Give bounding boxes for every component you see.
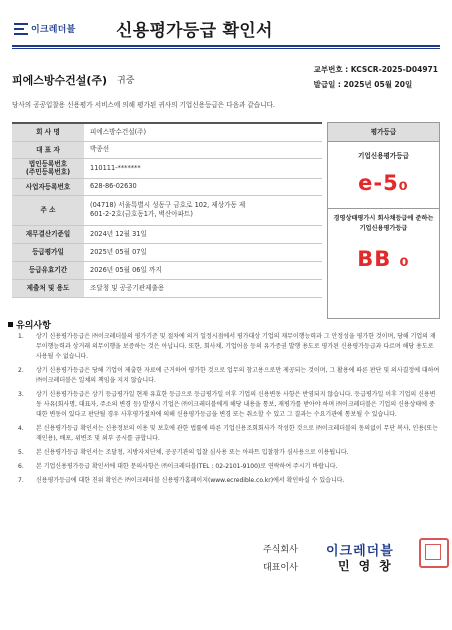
title-divider-thin bbox=[12, 48, 440, 49]
info-label: 법인등록번호 (주민등록번호) bbox=[12, 158, 84, 178]
issue-date: 발급일 : 2025년 05월 20일 bbox=[313, 80, 413, 89]
info-value: 110111-******* bbox=[84, 158, 322, 178]
info-label: 제출처 및 용도 bbox=[12, 279, 84, 297]
note-number: 6. bbox=[18, 463, 24, 470]
company-seal-icon bbox=[419, 538, 449, 568]
note-item bbox=[12, 366, 440, 386]
note-number: 7. bbox=[18, 477, 24, 484]
brand-logo-icon bbox=[14, 23, 28, 35]
note-number: 4. bbox=[18, 425, 24, 432]
issue-number: 교부번호 : KCSCR-2025-D04971 bbox=[313, 65, 438, 74]
info-label: 등급유효기간 bbox=[12, 261, 84, 279]
note-text: 상기 신용평가등급은 ㈜이크레더블의 평가기준 및 절차에 의거 일정시점에서 평가대상 기업의 재무이행능력과 그 안정성을 평가한 것이며, 당해 기업의 재무이행능력과 상거래 의무이행을 보증하는 것은 아닙니다. 또한, 회사채, 기업어음 등의 유가증권 발행 용도로 평가된 신용평가등급과 다르며 해당 용도로 사용될 수 없습니다. bbox=[36, 333, 436, 360]
info-row bbox=[12, 195, 322, 225]
info-value: 628-86-02630 bbox=[84, 178, 322, 195]
info-label: 회 사 명 bbox=[12, 123, 84, 141]
recipient-company: 피에스방수건설(주) bbox=[12, 74, 108, 87]
info-label: 주 소 bbox=[12, 195, 84, 225]
info-row bbox=[12, 279, 322, 297]
info-row bbox=[12, 225, 322, 243]
note-item bbox=[12, 476, 440, 486]
info-row bbox=[12, 158, 322, 178]
info-value: 2024년 12월 31일 bbox=[84, 225, 322, 243]
note-text: 상기 신용평가등급은 당해 기업이 제출한 자료에 근거하여 평가한 것으로 업무의 참고용으로만 제공되는 것이며, 그 활용에 따른 판단 및 의사결정에 대하여 ㈜이크레더블은 일체의 책임을 지지 않습니다. bbox=[36, 367, 440, 384]
note-number: 5. bbox=[18, 449, 24, 456]
credit-grade-value: e-5₀ bbox=[358, 171, 409, 195]
document-title: 신용평가등급 확인서 bbox=[116, 21, 273, 41]
notes-heading-text: 유의사항 bbox=[16, 321, 51, 331]
signature-ceo-name: 민영창 bbox=[338, 559, 400, 573]
note-item bbox=[12, 448, 440, 458]
brand-name: 이크레더블 bbox=[31, 25, 76, 35]
signature-company: 이크레더블 bbox=[326, 544, 394, 559]
company-info-table bbox=[12, 122, 322, 298]
square-bullet-icon bbox=[8, 322, 13, 327]
brand-logo bbox=[14, 22, 75, 35]
grade-panel-divider bbox=[328, 208, 439, 209]
note-text: 본 신용평가등급 확인서는 조달청, 지방자치단체, 공공기관의 입찰 심사용 또는 아파트 입찰참가 심사용으로 이용됩니다. bbox=[36, 449, 349, 456]
recipient-honorific: 귀중 bbox=[117, 76, 135, 86]
signature-role-company: 주식회사 bbox=[263, 545, 298, 555]
title-divider bbox=[12, 45, 440, 47]
grade-panel-header: 평가등급 bbox=[328, 123, 439, 142]
info-value: 2025년 05월 07일 bbox=[84, 243, 322, 261]
info-value: 피에스방수건설(주) bbox=[84, 123, 322, 141]
cashflow-grade-value: BB ₀ bbox=[357, 247, 410, 271]
info-row bbox=[12, 178, 322, 195]
info-label: 재무결산기준일 bbox=[12, 225, 84, 243]
info-row bbox=[12, 123, 322, 141]
info-label: 등급평가일 bbox=[12, 243, 84, 261]
grade-panel bbox=[327, 122, 440, 319]
issue-meta bbox=[314, 62, 438, 92]
note-text: 상기 신용평가등급은 상기 등급평가일 현재 유효한 등급으로 등급평가일 이후 기업의 신용변동 사항은 반영되지 않습니다. 등급평가일 이후 기업의 신용변동 사유(회사명, 대표자, 주소의 변경 등) 발생시 기업은 ㈜이크레더블에게 해당 내용을 통보, 재평가를 받아야 하며 ㈜이크레더블은 기업의 신용상태에 중대한 변동이 있다고 판단될 경우 사후평가절차에 의해 신용평가등급을 변경 또는 취소할 수 있고 그 결과는 수요기관에 통보될 수 있습니다. bbox=[36, 391, 436, 418]
signature-role-ceo: 대표이사 bbox=[263, 563, 298, 573]
note-number: 1. bbox=[18, 333, 24, 340]
note-text: 신용평가등급에 대한 진위 확인은 ㈜이크레더블 신용평가홈페이지(www.ecredible.co.kr)에서 확인하실 수 있습니다. bbox=[36, 477, 345, 484]
notes-heading bbox=[8, 318, 51, 331]
info-label: 대 표 자 bbox=[12, 141, 84, 158]
note-item bbox=[12, 424, 440, 444]
notes-list bbox=[12, 332, 440, 490]
note-number: 3. bbox=[18, 391, 24, 398]
note-text: 본 기업신용평가등급 확인서에 대한 문의사항은 ㈜이크레더블(TEL : 02-2101-9100)로 연락하여 주시기 바랍니다. bbox=[36, 463, 338, 470]
note-item bbox=[12, 462, 440, 472]
credit-grade-label: 기업신용평가등급 bbox=[358, 152, 409, 160]
note-item bbox=[12, 390, 440, 420]
info-row bbox=[12, 243, 322, 261]
note-text: 본 신용평가등급 확인서는 신용정보의 이용 및 보호에 관한 법률에 따른 기업신용조회회사가 작성한 것으로 ㈜이크레더블의 동의없이 무단 복사, 인용(또는 재인용), 배포, 위변조 및 외부 공시를 금합니다. bbox=[36, 425, 439, 442]
info-value: 박종선 bbox=[84, 141, 322, 158]
signature-block bbox=[263, 540, 443, 580]
info-row bbox=[12, 261, 322, 279]
info-value: 조달청 및 공공기관제출용 bbox=[84, 279, 322, 297]
info-label: 사업자등록번호 bbox=[12, 178, 84, 195]
intro-text: 당사의 공공입찰용 신용평가 서비스에 의해 평가된 귀사의 기업신용등급은 다음과 같습니다. bbox=[12, 101, 276, 109]
cashflow-grade-label: 경영상태평가시 회사채등급에 준하는 기업신용평가등급 bbox=[333, 215, 434, 232]
info-value: (04718) 서울특별시 성동구 금호로 102, 제상가동 제 601-2-2호(금호동1가, 벽산아파트) bbox=[84, 195, 322, 225]
info-row bbox=[12, 141, 322, 158]
info-value: 2026년 05월 06일 까지 bbox=[84, 261, 322, 279]
note-number: 2. bbox=[18, 367, 24, 374]
note-item bbox=[12, 332, 440, 362]
